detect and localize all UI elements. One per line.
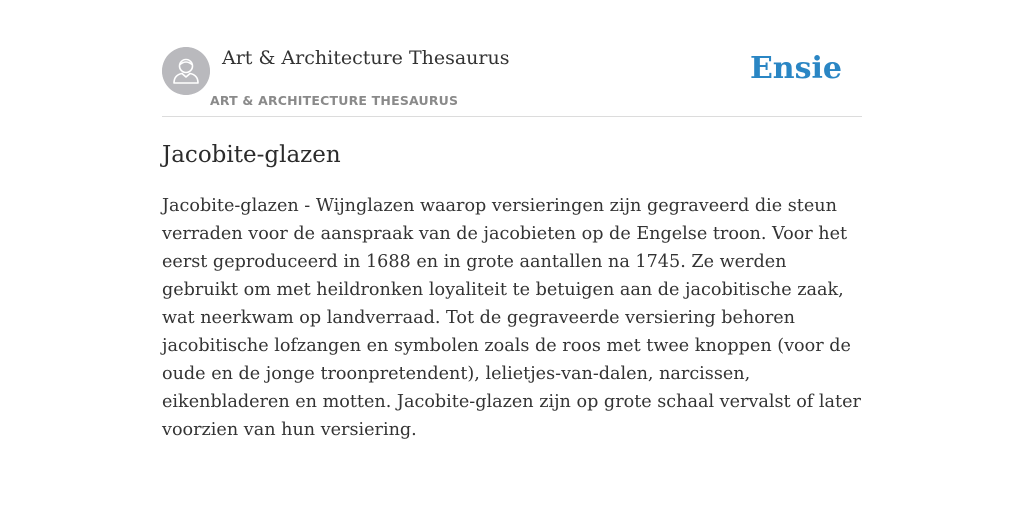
source-subtitle[interactable]: ART & ARCHITECTURE THESAURUS (210, 93, 459, 108)
source-title[interactable]: Art & Architecture Thesaurus (222, 47, 510, 69)
entry-card (162, 0, 862, 512)
entry-definition: Jacobite-glazen - Wijnglazen waarop versieringen zijn gegraveerd die steun verraden voor de aanspraak van de jacobieten op de Engelse troon. Voor het eerst geproduceerd in 1688 en in grote aantallen na 1745. Ze werden gebruikt om met heildronken loyaliteit te betuigen aan de jacobitische zaak, wat neerkwam op landverraad. Tot de gegraveerde versiering behoren jacobitische lofzangen en symbolen zoals de roos met twee knoppen (voor de oude en de jonge troonpretendent), lelietjes-van-dalen, narcissen, eikenbladeren en motten. Jacobite-glazen zijn op grote schaal vervalst of later voorzien van hun versiering. (162, 196, 861, 440)
ensie-logo[interactable]: Ensie (749, 51, 842, 86)
user-avatar-icon (162, 47, 210, 95)
entry-header (162, 0, 862, 117)
entry-term: Jacobite-glazen (162, 142, 341, 168)
avatar[interactable] (162, 47, 210, 95)
